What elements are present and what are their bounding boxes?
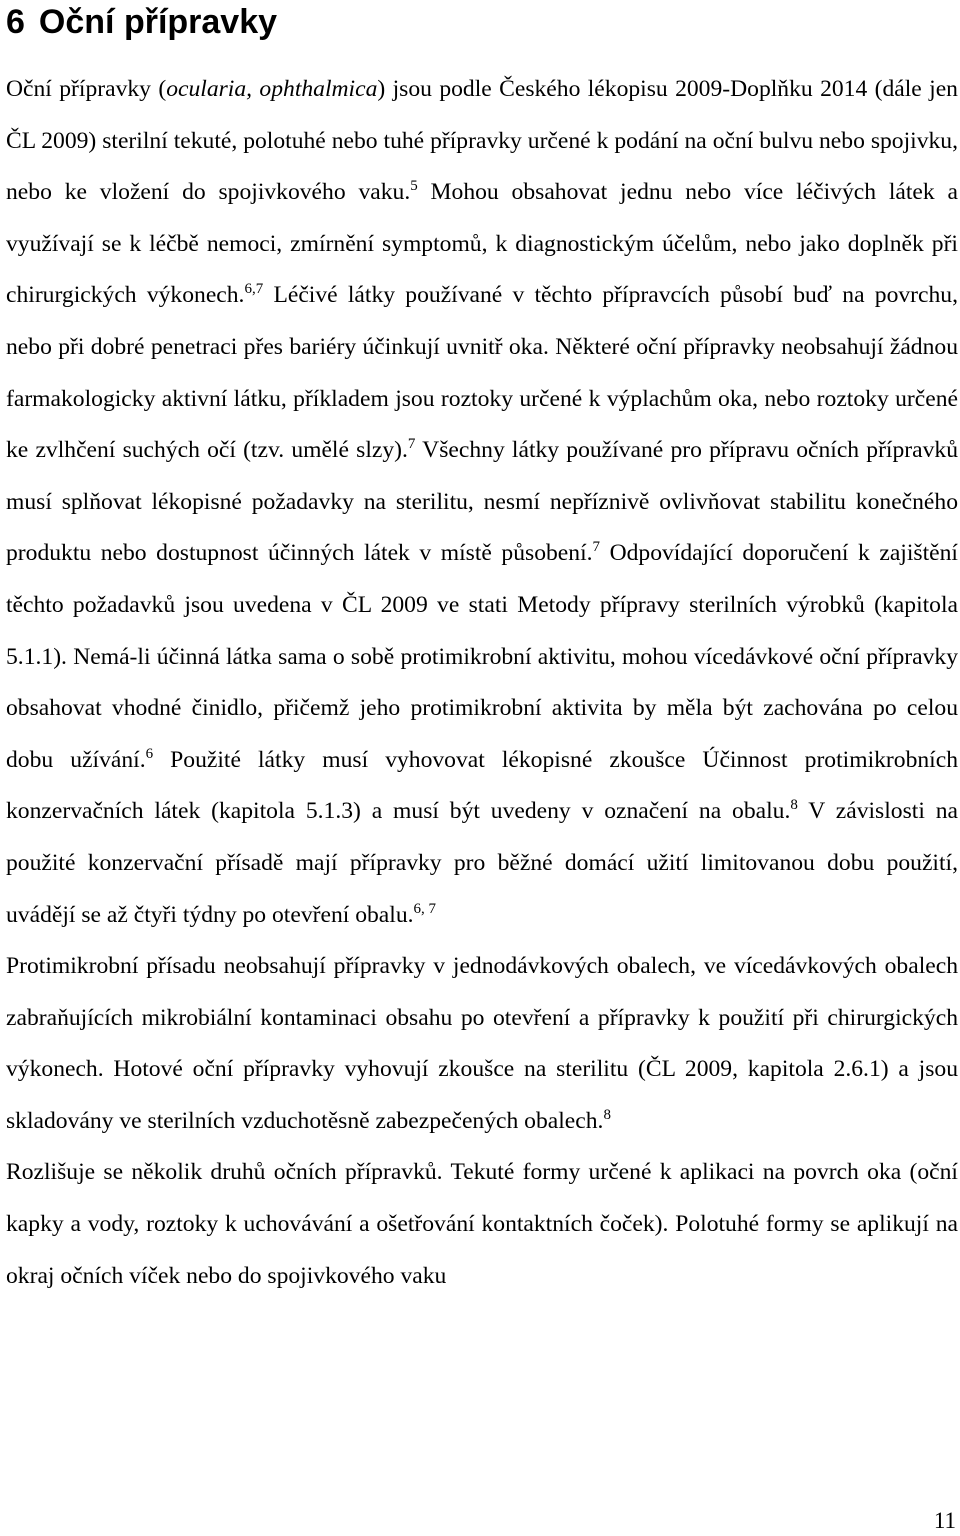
paragraph-forms xyxy=(6,1147,958,1302)
text-run: Protimikrobní přísadu neobsahují přípravky v jednodávkových obalech, ve vícedávkových obalech zabraňujících mikrobiální kontaminaci obsahu po otevření a přípravky k použití při chirurgických výkonech. Hotové oční přípravky vyhovují zkoušce na sterilitu (ČL 2009, kapitola 2.6.1) a jsou skladovány ve sterilních vzduchotěsně zabezpečených obalech. xyxy=(6,953,958,1134)
citation-reference: 6,7 xyxy=(244,281,264,298)
page-number: 11 xyxy=(933,1508,956,1533)
text-run: V závislosti na použité konzervační přísadě mají přípravky pro běžné domácí užití limitovanou dobu použití, uvádějí se až čtyři týdny po otevření obalu. xyxy=(6,798,958,928)
text-run: Odpovídající doporučení k zajištění těchto požadavků jsou uvedena v ČL 2009 ve stati Metody přípravy sterilních výrobků (kapitola 5.1.1). Nemá-li účinná látka sama o sobě protimikrobní aktivitu, mohou vícedávkové oční přípravky obsahovat vhodné činidlo, přičemž jeho protimikrobní aktivita by měla být zachována po celou dobu užívání. xyxy=(6,540,958,773)
section-heading xyxy=(6,0,958,64)
citation-reference: 6, 7 xyxy=(413,900,437,917)
text-run: Mohou obsahovat jednu nebo více léčivých látek a využívají se k léčbě nemoci, zmírnění symptomů, k diagnostickým účelům, nebo jako doplněk při chirurgických výkonech. xyxy=(6,179,958,309)
italic-text: ocularia, ophthalmica xyxy=(166,76,378,102)
citation-reference: 6 xyxy=(145,745,154,762)
section-number: 6 xyxy=(6,3,25,41)
text-run: Oční přípravky ( xyxy=(6,76,167,102)
citation-reference: 5 xyxy=(410,178,418,195)
text-run: Rozlišuje se několik druhů očních přípravků. Tekuté formy určené k aplikaci na povrch oka (oční kapky a vody, roztoky k uchovávání a ošetřování kontaktních čoček). Polotuhé formy se aplikují na okraj očních víček nebo do spojivkového vaku xyxy=(6,1159,958,1289)
citation-reference: 8 xyxy=(603,1106,611,1123)
text-run: Použité látky musí vyhovovat lékopisné zkoušce Účinnost protimikrobních konzervačních látek (kapitola 5.1.3) a musí být uvedeny v označení na obalu. xyxy=(6,746,958,825)
text-run: Všechny látky používané pro přípravu očních přípravků musí splňovat lékopisné požadavky na sterilitu, nesmí nepříznivě ovlivňovat stabilitu konečného produktu nebo dostupnost účinných látek v místě působení. xyxy=(6,437,959,567)
text-run: Léčivé látky používané v těchto přípravcích působí buď na povrchu, nebo při dobré penetraci přes bariéry účinkují uvnitř oka. Některé oční přípravky neobsahují žádnou farmakologicky aktivní látku, příkladem jsou roztoky určené k výplachům oka, nebo roztoky určené ke zvlhčení suchých očí (tzv. umělé slzy). xyxy=(6,282,959,464)
paragraph-preservatives xyxy=(6,941,958,1147)
citation-reference: 7 xyxy=(592,539,601,556)
text-run: ) jsou podle Českého lékopisu 2009-Doplňku 2014 (dále jen ČL 2009) sterilní tekuté, polotuhé nebo tuhé přípravky určené k podání na oční bulvu nebo spojivku, nebo ke vložení do spojivkového vaku. xyxy=(6,76,958,206)
citation-reference: 8 xyxy=(790,797,798,814)
section-title: Oční přípravky xyxy=(38,3,278,41)
document-page xyxy=(6,0,958,1302)
paragraph-intro xyxy=(6,64,958,941)
citation-reference: 7 xyxy=(407,436,416,453)
